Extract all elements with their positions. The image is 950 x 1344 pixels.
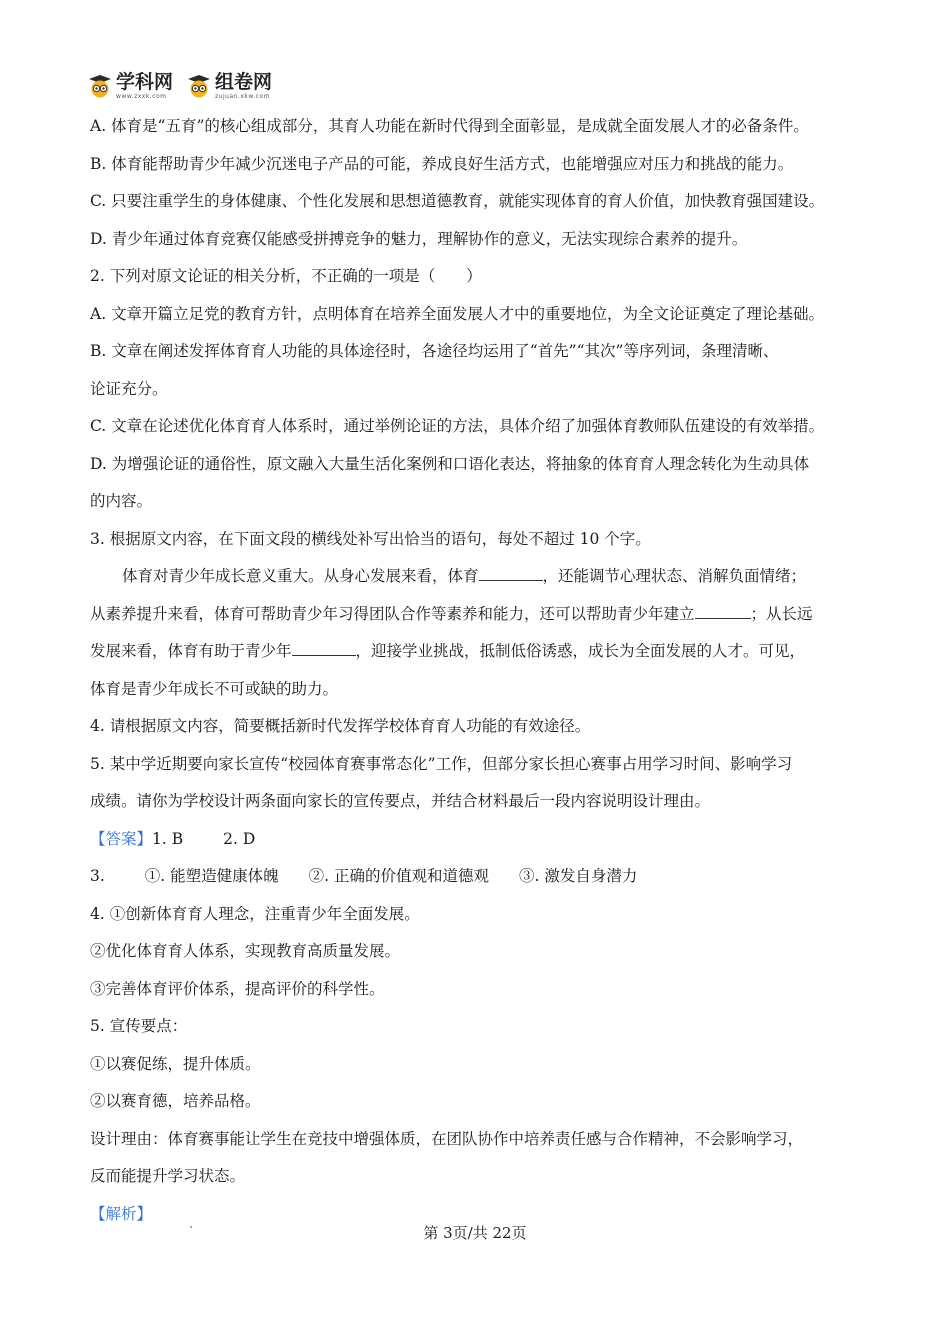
answer-1: 1. B	[152, 829, 184, 848]
fill-blank-2[interactable]	[695, 600, 751, 619]
answer-5-heading: 5. 宣传要点：	[90, 1017, 188, 1035]
owl-logo-icon	[88, 74, 112, 98]
answer-3-num: 3.	[90, 867, 105, 885]
q1-option-a: A. 体育是“五育”的核心组成部分，其育人功能在新时代得到全面彰显，是成就全面发展人才的必备条件。	[90, 117, 809, 135]
q5-stem-line1: 5. 某中学近期要向家长宣传“校园体育赛事常态化”工作，但部分家长担心赛事占用学习时间、影响学习	[90, 754, 793, 773]
answer-4-point1: 4. ①创新体育育人理念，注重青少年全面发展。	[90, 904, 420, 923]
q1-option-c: C. 只要注重学生的身体健康、个性化发展和思想道德教育，就能实现体育的育人价值，加快教育强国建设。	[90, 192, 825, 210]
fill-blank-3[interactable]	[292, 637, 356, 656]
analysis-tag: 【解析】	[90, 1204, 153, 1223]
answer-5-reason-line2: 反而能提升学习状态。	[90, 1167, 246, 1185]
q3-passage-line4: 体育是青少年成长不可或缺的助力。	[90, 679, 339, 698]
q3-text: 体育对青少年成长意义重大。从身心发展来看，体育	[122, 567, 479, 585]
owl-logo-icon	[187, 74, 211, 98]
answer-tag: 【答案】	[90, 829, 153, 848]
q4-stem: 4. 请根据原文内容，简要概括新时代发挥学校体育育人功能的有效途径。	[90, 717, 591, 735]
answer-5-reason-line1: 设计理由：体育赛事能让学生在竞技中增强体质，在团队协作中培养责任感与合作精神，不会影响学习，	[90, 1129, 804, 1148]
q2-option-b-line1: B. 文章在阐述发挥体育育人功能的具体途径时，各途径均运用了“首先”“其次”等序列词，条理清晰、	[90, 342, 779, 360]
q3-passage-line1	[90, 558, 890, 596]
q2-option-a: A. 文章开篇立足党的教育方针，点明体育在培养全面发展人才中的重要地位，为全文论证奠定了理论基础。	[90, 304, 825, 323]
answer-3-line	[90, 858, 890, 896]
q2-option-d-line2: 的内容。	[90, 492, 153, 510]
answer-3-blank1: ①. 能塑造健康体魄	[144, 867, 279, 885]
answer-3-blank3: ③. 激发自身潜力	[519, 867, 638, 885]
page-number: 第 3页/共 22页	[423, 1224, 527, 1242]
answer-5-point2: ②以赛育德，培养品格。	[90, 1092, 261, 1110]
q3-stem: 3. 根据原文内容，在下面文段的横线处补写出恰当的语句，每处不超过 10 个字。	[90, 529, 651, 548]
header-logos	[88, 70, 272, 102]
fill-blank-1[interactable]	[479, 562, 543, 581]
q1-option-d: D. 青少年通过体育竞赛仅能感受拼搏竞争的魅力，理解协作的意义，无法实现综合素养的提升。	[90, 229, 748, 248]
logo-zujuan[interactable]	[187, 70, 273, 100]
q3-passage-line3	[90, 633, 890, 671]
q2-option-c: C. 文章在论述优化体育育人体系时，通过举例论证的方法，具体介绍了加强体育教师队伍建设的有效举措。	[90, 417, 825, 435]
q3-text: 发展来看，体育有助于青少年	[90, 642, 292, 660]
q5-stem-line2: 成绩。请你为学校设计两条面向家长的宣传要点，并结合材料最后一段内容说明设计理由。	[90, 792, 711, 810]
q3-text: 从素养提升来看，体育可帮助青少年习得团队合作等素养和能力，还可以帮助青少年建立	[90, 604, 695, 623]
q2-stem: 2. 下列对原文论证的相关分析，不正确的一项是（ ）	[90, 267, 482, 285]
q2-option-d-line1: D. 为增强论证的通俗性，原文融入大量生活化案例和口语化表达，将抽象的体育育人理念转化为生动具体	[90, 454, 810, 473]
q3-passage-line2	[90, 596, 890, 634]
logo-xueke-name: 学科网	[116, 70, 174, 93]
answer-5-point1: ①以赛促练，提升体质。	[90, 1054, 261, 1073]
q3-text: ；从长远	[750, 604, 813, 623]
q1-option-b: B. 体育能帮助青少年减少沉迷电子产品的可能，养成良好生活方式，也能增强应对压力和挑战的能力。	[90, 154, 794, 173]
answer-4-point3: ③完善体育评价体系，提高评价的科学性。	[90, 979, 385, 998]
q2-option-b-line2: 论证充分。	[90, 379, 168, 398]
q3-text: ，还能调节心理状态、消解负面情绪；	[542, 567, 807, 585]
answer-line	[90, 821, 890, 859]
answer-4-point2: ②优化体育育人体系，实现教育高质量发展。	[90, 942, 401, 960]
logo-xueke-url: www.zxxk.com	[116, 92, 167, 100]
answer-3-blank2: ②. 正确的价值观和道德观	[308, 867, 490, 885]
logo-zujuan-name: 组卷网	[215, 70, 273, 93]
q3-text: ，迎接学业挑战，抵制低俗诱惑，成长为全面发展的人才。可见，	[355, 642, 806, 660]
answer-2: 2. D	[223, 829, 256, 848]
logo-zujuan-url: zujuan.xkw.com	[215, 92, 270, 100]
logo-xueke[interactable]	[88, 70, 174, 100]
page-body	[90, 108, 890, 1233]
